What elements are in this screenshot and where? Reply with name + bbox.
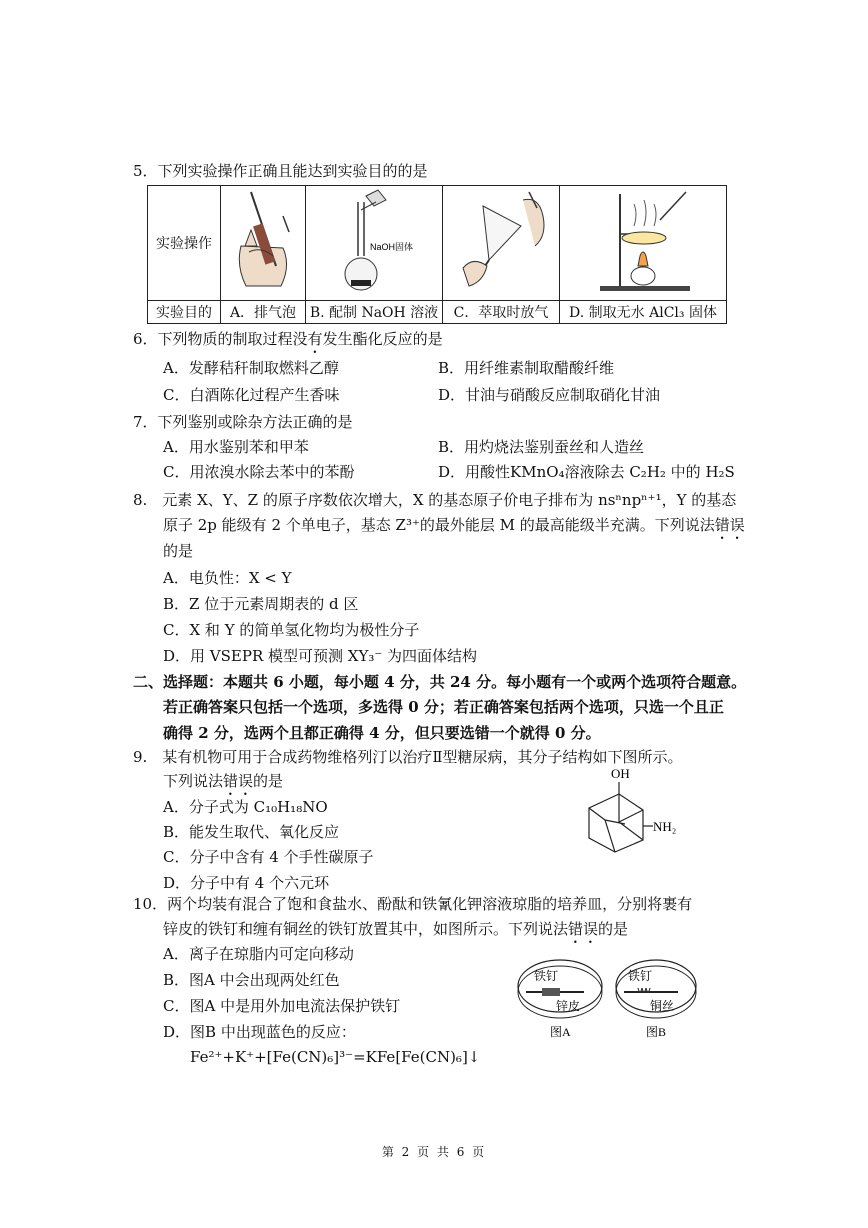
figa-nail-label: 铁钉 <box>534 969 559 983</box>
q8-line2-emphasis: 错误 <box>714 516 745 534</box>
q8-option-d: D．用 VSEPR 模型可预测 XY₃⁻ 为四面体结构 <box>163 647 478 665</box>
section2-line3: 确得 2 分，选两个且都正确得 4 分，但只要选错一个就得 0 分。 <box>163 724 601 742</box>
section2-line1: 二、选择题：本题共 6 小题，每小题 4 分，共 24 分。每小题有一个或两个选项符合题意。 <box>133 673 747 691</box>
q10-figure-b <box>612 952 704 1044</box>
purpose-a: A．排气泡 <box>221 301 306 324</box>
figb-nail-label: 铁钉 <box>628 969 653 983</box>
purpose-c: C．萃取时放气 <box>443 301 560 324</box>
q8-line2 <box>163 514 745 543</box>
q10-option-b: B．图A 中会出现两处红色 <box>163 971 340 989</box>
page-footer: 第 2 页 共 6 页 <box>381 1145 487 1159</box>
nh2-label: NH₂ <box>653 819 677 834</box>
purpose-b: B. 配制 NaOH 溶液 <box>306 301 443 324</box>
oh-label: OH <box>611 766 630 781</box>
q7-option-d: D．用酸性KMnO₄溶液除去 C₂H₂ 中的 H₂S <box>438 463 735 481</box>
q10-line1: 10．两个均装有混合了饱和食盐水、酚酞和铁氰化钾溶液琼脂的培养皿，分别将裹有 <box>133 895 693 913</box>
q5-img-c <box>443 186 560 301</box>
q6-stem-post: 发生酯化反应的是 <box>322 330 443 348</box>
q10-line2-pre: 锌皮的铁钉和缠有铜丝的铁钉放置其中，如图所示。下列说法 <box>163 920 569 938</box>
q7-option-b: B．用灼烧法鉴别蚕丝和人造丝 <box>438 438 645 456</box>
q8-option-a: A．电负性：X < Y <box>163 569 292 587</box>
q10-option-c: C．图A 中是用外加电流法保护铁钉 <box>163 997 401 1015</box>
q7-option-c: C．用浓溴水除去苯中的苯酚 <box>163 463 355 481</box>
q9-option-d: D．分子中有 4 个六元环 <box>163 874 330 892</box>
figb-copper-label: 铜丝 <box>650 999 675 1013</box>
q8-option-c: C．X 和 Y 的简单氢化物均为极性分子 <box>163 621 420 639</box>
q5-table <box>147 185 727 324</box>
q6-stem <box>133 328 443 357</box>
q9-line1: 9. 某有机物可用于合成药物维格列汀以治疗Ⅱ型糖尿病，其分子结构如下图所示。 <box>133 748 683 766</box>
q6-option-b: B．用纤维素制取醋酸纤维 <box>438 359 615 377</box>
q8-line3: 的是 <box>163 542 194 560</box>
q6-stem-pre: 6．下列物质的制取过程没 <box>133 330 308 348</box>
q9-option-a: A．分子式为 C₁₀H₁₈NO <box>163 798 328 816</box>
q10-line2-emphasis: 错误 <box>568 920 599 938</box>
q7-option-a: A．用水鉴别苯和甲苯 <box>163 438 309 456</box>
q10-option-d: D．图B 中出现蓝色的反应： <box>163 1023 356 1041</box>
q9-line2-pre: 下列说法 <box>163 772 224 790</box>
q6-option-a: A．发酵秸秆制取燃料乙醇 <box>163 359 339 377</box>
q9-molecule-structure <box>575 764 695 864</box>
figb-caption: 图B <box>646 1025 667 1039</box>
q6-option-c: C．白酒陈化过程产生香味 <box>163 386 340 404</box>
q10-figure-a <box>512 952 612 1044</box>
q9-line2-post: 的是 <box>253 772 284 790</box>
q8-line1: 8. 元素 X、Y、Z 的原子序数依次增大，X 的基态原子价电子排布为 nsⁿnpⁿ⁺¹，Y 的基态 <box>133 491 737 509</box>
q10-option-a: A．离子在琼脂内可定向移动 <box>163 945 354 963</box>
naoh-label: NaOH固体 <box>370 242 414 252</box>
q5-stem: 5．下列实验操作正确且能达到实验目的的是 <box>133 162 428 180</box>
q6-stem-emphasis: 有 <box>307 330 323 348</box>
q7-stem: 7．下列鉴别或除杂方法正确的是 <box>133 413 353 431</box>
purpose-d: D. 制取无水 AlCl₃ 固体 <box>560 301 727 324</box>
q8-option-b: B．Z 位于元素周期表的 d 区 <box>163 595 359 613</box>
q5-img-d <box>560 186 727 301</box>
section2-line2: 若正确答案只包括一个选项，多选得 0 分；若正确答案包括两个选项，只选一个且正 <box>163 698 724 716</box>
q9-line2 <box>163 770 283 799</box>
q9-line2-emphasis: 错误 <box>223 772 254 790</box>
figa-zinc-label: 锌皮 <box>556 999 581 1013</box>
q6-option-d: D．甘油与硝酸反应制取硝化甘油 <box>438 386 661 404</box>
q5-img-b <box>306 186 443 301</box>
row-header-purpose: 实验目的 <box>148 301 221 324</box>
row-header-operation: 实验操作 <box>148 186 221 301</box>
q5-img-a <box>221 186 306 301</box>
q10-equation: Fe²⁺+K⁺+[Fe(CN)₆]³⁻=KFe[Fe(CN)₆]↓ <box>190 1048 481 1066</box>
figa-caption: 图A <box>550 1025 571 1039</box>
q10-line2-post: 的是 <box>598 920 629 938</box>
q9-option-b: B．能发生取代、氧化反应 <box>163 823 340 841</box>
q9-option-c: C．分子中含有 4 个手性碳原子 <box>163 848 374 866</box>
q8-line2-pre: 原子 2p 能级有 2 个单电子，基态 Z³⁺的最外能层 M 的最高能级半充满。下列说法 <box>163 516 715 534</box>
